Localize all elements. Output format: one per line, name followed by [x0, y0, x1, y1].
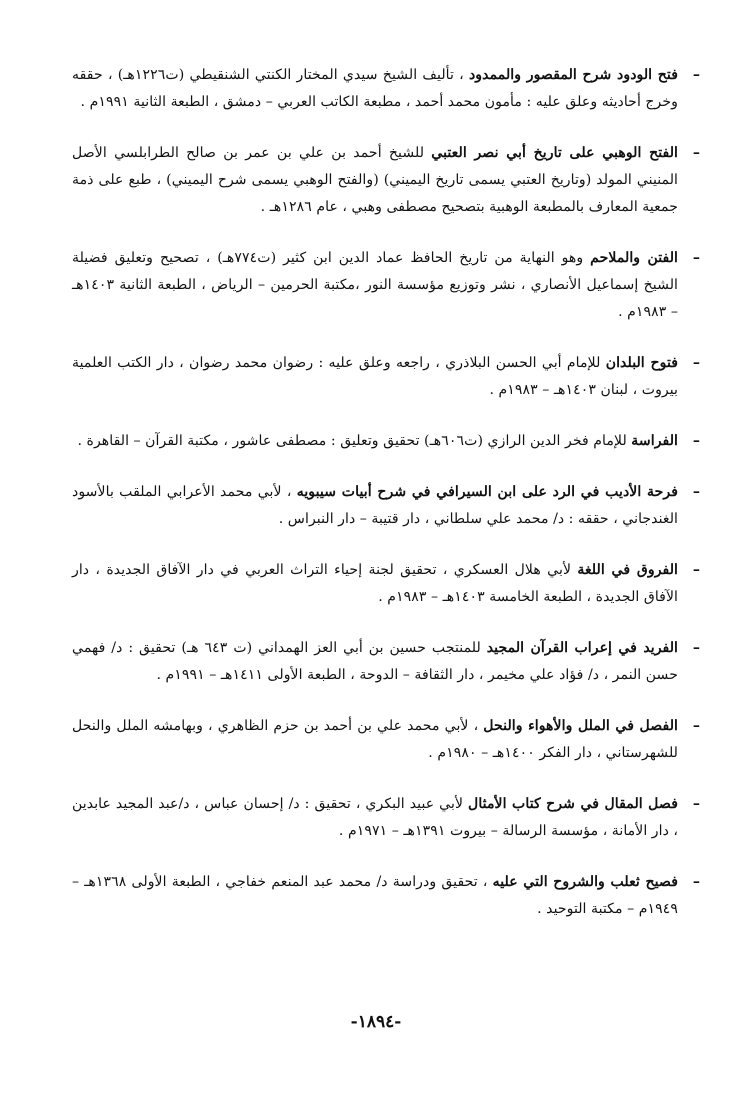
entry-title: فصل المقال في شرح كتاب الأمثال	[468, 796, 678, 812]
entry-title: فصيح ثعلب والشروح التي عليه	[492, 874, 678, 890]
entry-title: الفصل في الملل والأهواء والنحل	[483, 718, 678, 734]
entry-details: ، لأبي محمد علي بن أحمد بن حزم الظاهري ، وبهامشه الملل والنحل للشهرستاني ، دار الفكر ١٤٠٠هـ – ١٩٨٠م .	[72, 718, 678, 761]
bibliography-entry	[72, 62, 700, 116]
entry-details: ، لأبي محمد الأعرابي الملقب بالأسود الغندجاني ، حققه : د/ محمد علي سلطاني ، دار قتيبة – دار النبراس .	[72, 484, 678, 527]
entry-details: للإمام فخر الدين الرازي (ت٦٠٦هـ) تحقيق وتعليق : مصطفى عاشور ، مكتبة القرآن – القاهرة .	[77, 433, 632, 449]
bibliography-entry	[72, 140, 700, 221]
bibliography-list	[72, 62, 700, 923]
entry-details: لأبي هلال العسكري ، تحقيق لجنة إحياء التراث العربي في دار الآفاق الجديدة ، دار الآفاق الجديدة ، الطبعة الخامسة ١٤٠٣هـ – ١٩٨٣م .	[72, 562, 678, 605]
bibliography-entry	[72, 791, 700, 845]
bibliography-entry	[72, 350, 700, 404]
entry-title: الفتح الوهبي على تاريخ أبي نصر العتبي	[431, 145, 678, 161]
entry-dash: –	[692, 145, 700, 161]
entry-details: للشيخ أحمد بن علي بن عمر بن صالح الطرابلسي الأصل المنيني المولد (وتاريخ العتبي يسمى تاريخ اليميني) (والفتح الوهبي يسمى شرح اليميني) ، طبع على ذمة جمعية المعارف بالمطبعة الوهبية بتصحيح مصطفى وهبي ، عام ١٢٨٦هـ .	[72, 145, 678, 215]
entry-dash: –	[692, 640, 700, 656]
page-number: -١٨٩٤-	[350, 1012, 402, 1032]
entry-title: الفراسة	[631, 433, 678, 449]
bibliography-entry	[72, 869, 700, 923]
entry-dash: –	[692, 250, 700, 266]
bibliography-entry	[72, 557, 700, 611]
entry-dash: –	[692, 433, 700, 449]
entry-title: فرحة الأديب في الرد على ابن السيرافي في شرح أبيات سيبويه	[296, 484, 678, 500]
entry-title: الفروق في اللغة	[577, 562, 678, 578]
entry-details: لأبي عبيد البكري ، تحقيق : د/ إحسان عباس ، د/عبد المجيد عابدين ، دار الأمانة ، مؤسسة الرسالة – بيروت ١٣٩١هـ – ١٩٧١م .	[72, 796, 678, 839]
entry-title: الفتن والملاحم	[590, 250, 679, 266]
entry-title: فتوح البلدان	[605, 355, 679, 371]
entry-dash: –	[692, 562, 700, 578]
entry-title: فتح الودود شرح المقصور والممدود	[468, 67, 678, 83]
entry-dash: –	[692, 796, 700, 812]
entry-title: الفريد في إعراب القرآن المجيد	[486, 640, 678, 656]
bibliography-entry	[72, 479, 700, 533]
entry-dash: –	[692, 484, 700, 500]
bibliography-entry	[72, 713, 700, 767]
entry-dash: –	[692, 874, 700, 890]
entry-dash: –	[692, 718, 700, 734]
bibliography-entry	[72, 635, 700, 689]
entry-details: ، تحقيق ودراسة د/ محمد عبد المنعم خفاجي ، الطبعة الأولى ١٣٦٨هـ – ١٩٤٩م – مكتبة التوحيد .	[72, 874, 678, 917]
entry-details: وهو النهاية من تاريخ الحافظ عماد الدين ابن كثير (ت٧٧٤هـ) ، تصحيح وتعليق فضيلة الشيخ إسماعيل الأنصاري ، نشر وتوزيع مؤسسة النور ،مكتبة الحرمين – الرياض ، الطبعة الثانية ١٤٠٣هـ – ١٩٨٣م .	[72, 250, 678, 320]
entry-details: ، تأليف الشيخ سيدي المختار الكنتي الشنقيطي (ت١٢٢٦هـ) ، حققه وخرج أحاديثه وعلق عليه : مأمون محمد أحمد ، مطبعة الكاتب العربي – دمشق ، الطبعة الثانية ١٩٩١م .	[72, 67, 678, 110]
entry-details: للإمام أبي الحسن البلاذري ، راجعه وعلق عليه : رضوان محمد رضوان ، دار الكتب العلمية بيروت ، لبنان ١٤٠٣هـ – ١٩٨٣م .	[72, 355, 678, 398]
entry-dash: –	[692, 67, 700, 83]
entry-details: للمنتجب حسين بن أبي العز الهمداني (ت ٦٤٣ هـ) تحقيق : د/ فهمي حسن النمر ، د/ فؤاد علي مخيمر ، دار الثقافة – الدوحة ، الطبعة الأولى ١٤١١هـ – ١٩٩١م .	[72, 640, 678, 683]
bibliography-entry	[72, 245, 700, 326]
bibliography-entry	[72, 428, 700, 455]
entry-dash: –	[692, 355, 700, 371]
